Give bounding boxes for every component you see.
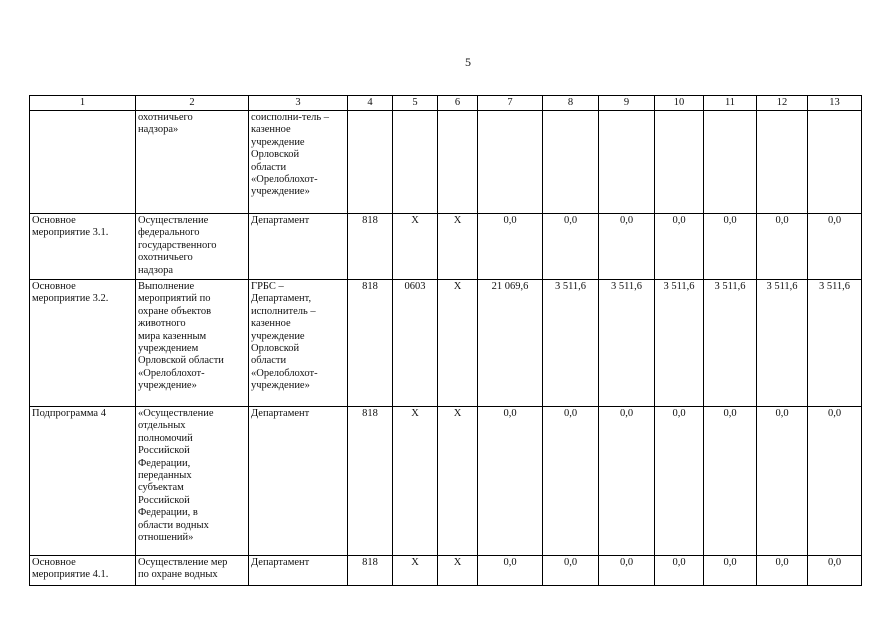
value-cell: 0,0 [655,214,704,280]
value-cell [757,111,808,214]
value-cell: 21 069,6 [478,280,543,407]
column-header: 13 [808,96,862,111]
row-name-cell [30,556,136,586]
value-cell: 0,0 [808,407,862,556]
row-name: Основное мероприятие 4.1. [32,557,109,581]
value-cell: Х [393,214,438,280]
value-cell: Х [438,556,478,586]
value-cell: 3 511,6 [704,280,757,407]
page-number: 5 [465,55,471,69]
value-cell: 0603 [393,280,438,407]
value-cell [438,111,478,214]
value-cell: Х [438,214,478,280]
row-executor: Департамент [251,215,310,226]
value-cell [478,111,543,214]
column-header: 8 [543,96,599,111]
value-cell: 818 [348,214,393,280]
value-cell: 0,0 [478,407,543,556]
column-header: 1 [30,96,136,111]
value-cell: 0,0 [757,556,808,586]
row-description: Осуществление мер по охране водных [138,557,228,581]
row-description: «Осуществление отдельных полномочий Российской Федерации, переданных субъектам Российской Федерации, в области водных отношений» [138,408,214,544]
column-header: 10 [655,96,704,111]
row-description: Осуществление федерального государственного охотничьего надзора [138,215,217,276]
column-header: 11 [704,96,757,111]
value-cell: 0,0 [543,214,599,280]
value-cell: 0,0 [478,214,543,280]
column-header: 3 [249,96,348,111]
value-cell: 3 511,6 [599,280,655,407]
value-cell: 0,0 [704,556,757,586]
value-cell: 0,0 [757,407,808,556]
value-cell: 818 [348,280,393,407]
value-cell: 0,0 [599,214,655,280]
value-cell: Х [438,407,478,556]
row-description: Выполнение мероприятий по охране объектов животного мира казенным учреждением Орловской области «Орелоблохот- учреждение» [138,281,224,392]
value-cell: Х [393,556,438,586]
value-cell [655,111,704,214]
row-name-cell [30,407,136,556]
row-executor-cell [249,280,348,407]
table-row [30,407,862,556]
value-cell: Х [438,280,478,407]
row-description-cell [136,214,249,280]
column-header: 2 [136,96,249,111]
row-name: Основное мероприятие 3.1. [32,215,109,239]
value-cell [348,111,393,214]
value-cell: 0,0 [599,556,655,586]
value-cell: Х [393,407,438,556]
row-name: Основное мероприятие 3.2. [32,281,109,305]
row-name-cell [30,111,136,214]
value-cell [808,111,862,214]
table-row [30,556,862,586]
row-name-cell [30,280,136,407]
value-cell [393,111,438,214]
value-cell: 3 511,6 [655,280,704,407]
value-cell [704,111,757,214]
row-executor: Департамент [251,557,310,568]
value-cell: 818 [348,407,393,556]
row-executor: соисполни-тель – казенное учреждение Орловской области «Орелоблохот- учреждение» [251,112,330,198]
value-cell: 0,0 [543,407,599,556]
column-header: 6 [438,96,478,111]
row-name: Подпрограмма 4 [32,408,106,419]
row-executor-cell [249,556,348,586]
column-number-header-row [30,96,862,111]
value-cell: 0,0 [808,214,862,280]
value-cell [599,111,655,214]
column-header: 4 [348,96,393,111]
column-header: 12 [757,96,808,111]
column-header: 5 [393,96,438,111]
row-name-cell [30,214,136,280]
row-description-cell [136,111,249,214]
row-description-cell [136,556,249,586]
value-cell: 3 511,6 [757,280,808,407]
budget-table [29,95,862,586]
value-cell: 818 [348,556,393,586]
value-cell: 0,0 [757,214,808,280]
table-row [30,214,862,280]
row-executor-cell [249,111,348,214]
value-cell: 0,0 [655,407,704,556]
table-row [30,111,862,214]
row-executor-cell [249,214,348,280]
table-row [30,280,862,407]
row-executor: Департамент [251,408,310,419]
value-cell: 3 511,6 [808,280,862,407]
value-cell: 0,0 [478,556,543,586]
value-cell: 0,0 [543,556,599,586]
column-header: 9 [599,96,655,111]
value-cell [543,111,599,214]
value-cell: 0,0 [599,407,655,556]
value-cell: 0,0 [704,214,757,280]
value-cell: 0,0 [655,556,704,586]
row-description: охотничьего надзора» [138,112,193,136]
row-description-cell [136,407,249,556]
value-cell: 3 511,6 [543,280,599,407]
value-cell: 0,0 [808,556,862,586]
value-cell: 0,0 [704,407,757,556]
row-description-cell [136,280,249,407]
column-header: 7 [478,96,543,111]
row-executor: ГРБС – Департамент, исполнитель – казенное учреждение Орловской области «Орелоблохот- учреждение» [251,281,318,392]
row-executor-cell [249,407,348,556]
